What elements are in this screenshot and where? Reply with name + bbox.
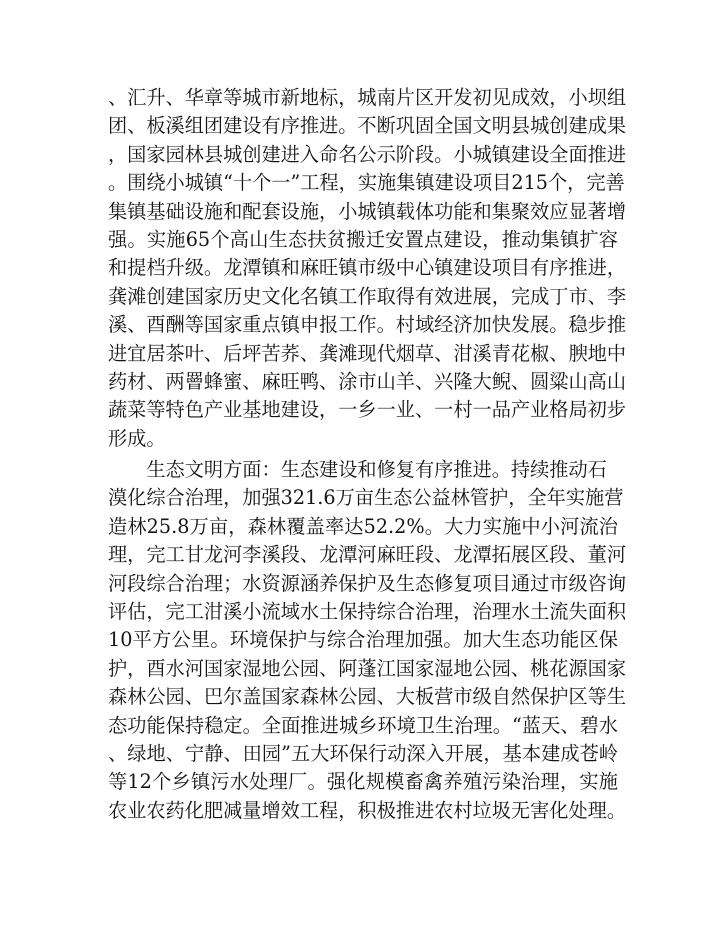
text-line: 护，酉水河国家湿地公园、阿蓬江国家湿地公园、桃花源国家 bbox=[108, 656, 627, 680]
text-line: 溪、酉酬等国家重点镇申报工作。村域经济加快发展。稳步推 bbox=[108, 313, 627, 337]
text-line: 团、板溪组团建设有序推进。不断巩固全国文明县城创建成果 bbox=[108, 114, 627, 138]
text-line: 集镇基础设施和配套设施，小城镇载体功能和集聚效应显著增 bbox=[108, 199, 627, 223]
text-line: 态功能保持稳定。全面推进城乡环境卫生治理。“蓝天、碧水 bbox=[108, 713, 618, 737]
text-line: 、汇升、华章等城市新地标，城南片区开发初见成效，小坝组 bbox=[108, 86, 627, 109]
paragraph-ecological-civilization bbox=[108, 456, 627, 825]
text-line: 漠化综合治理，加强321.6万亩生态公益林管护，全年实施营 bbox=[108, 486, 624, 510]
text-line: 森林公园、巴尔盖国家森林公园、大板营市级自然保护区等生 bbox=[108, 685, 627, 709]
text-line: 评估，完工泔溪小流域水土保持综合治理，治理水土流失面积 bbox=[108, 599, 627, 623]
text-line: 造林25.8万亩，森林覆盖率达52.2%。大力实施中小河流治 bbox=[108, 514, 618, 538]
text-line: 理，完工甘龙河李溪段、龙潭河麻旺段、龙潭拓展区段、董河 bbox=[108, 543, 627, 567]
text-line: 强。实施65个高山生态扶贫搬迁安置点建设，推动集镇扩容 bbox=[108, 227, 618, 251]
text-line: 和提档升级。龙潭镇和麻旺镇市级中心镇建设项目有序推进， bbox=[108, 256, 627, 280]
text-line: 等12个乡镇污水处理厂。强化规模畜禽养殖污染治理，实施 bbox=[108, 770, 618, 794]
paragraph-urban-rural-construction bbox=[108, 84, 627, 453]
text-line: 河段综合治理；水资源涵养保护及生态修复项目通过市级咨询 bbox=[108, 571, 627, 595]
text-line: 药材、两罾蜂蜜、麻旺鸭、涂市山羊、兴隆大鲵、圆粱山高山 bbox=[108, 369, 627, 393]
text-line: 进宜居茶叶、后坪苦荞、龚滩现代烟草、泔溪青花椒、腴地中 bbox=[108, 341, 627, 365]
text-line: 形成。 bbox=[108, 426, 166, 450]
text-line: 生态文明方面：生态建设和修复有序推进。持续推动石 bbox=[108, 458, 607, 481]
text-line: 10平方公里。环境保护与综合治理加强。加大生态功能区保 bbox=[108, 628, 618, 652]
text-line: 农业农药化肥减量增效工程，积极推进农村垃圾无害化处理。 bbox=[108, 798, 627, 822]
text-line: ，国家园林县城创建进入命名公示阶段。小城镇建设全面推进 bbox=[108, 142, 627, 166]
text-line: 蔬菜等特色产业基地建设，一乡一业、一村一品产业格局初步 bbox=[108, 398, 627, 422]
text-line: 龚滩创建国家历史文化名镇工作取得有效进展，完成丁市、李 bbox=[108, 284, 627, 308]
text-line: 、绿地、宁静、田园”五大环保行动深入开展，基本建成苍岭 bbox=[108, 741, 618, 765]
text-line: 。围绕小城镇“十个一”工程，实施集镇建设项目215个，完善 bbox=[108, 171, 625, 195]
